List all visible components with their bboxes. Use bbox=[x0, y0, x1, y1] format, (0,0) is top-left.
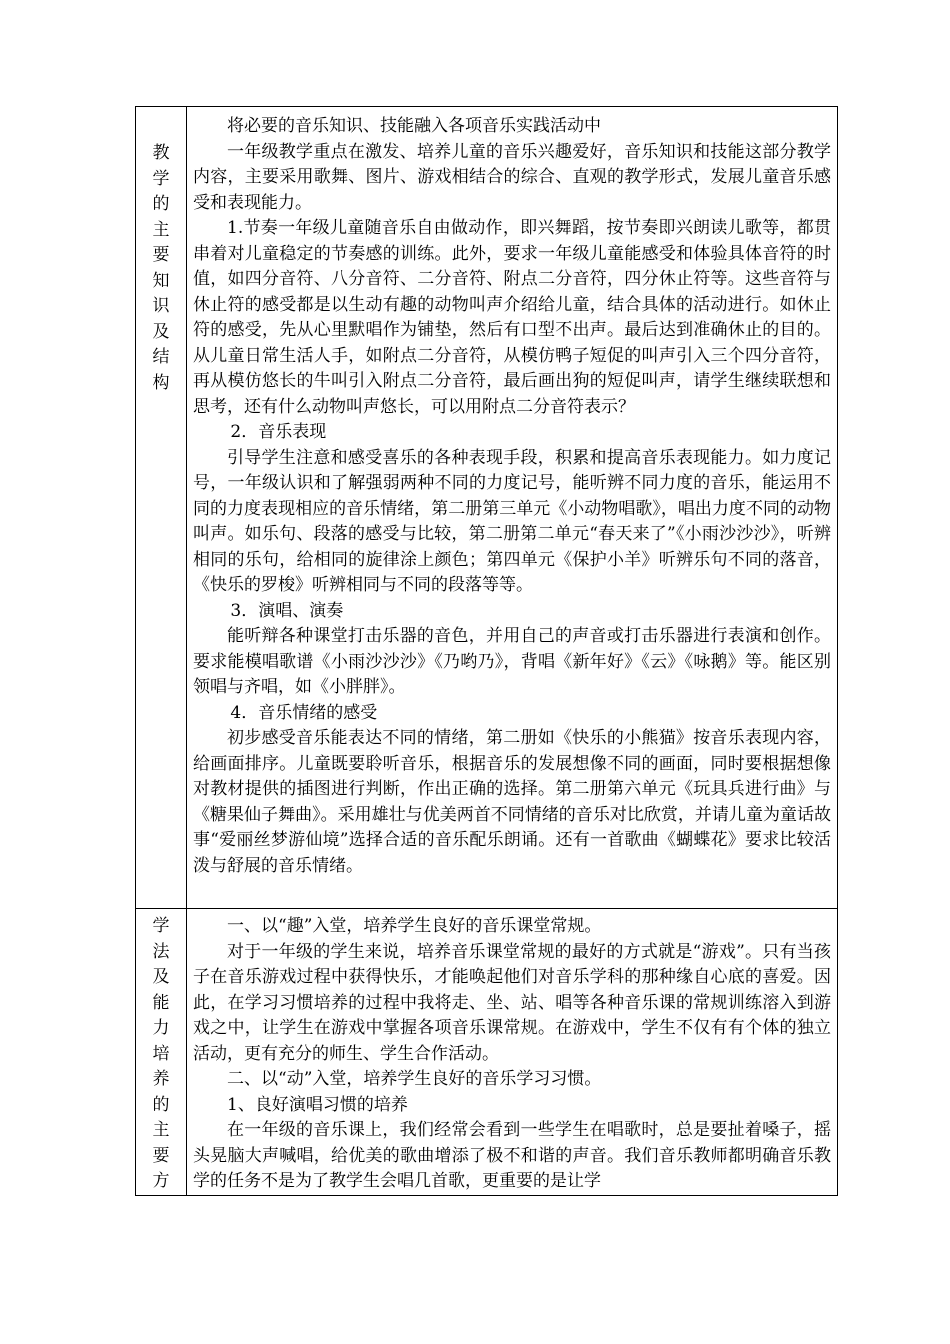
singing-playing-paragraph: 能听辩各种课堂打击乐器的音色，并用自己的声音或打击乐器进行表演和创作。要求能模唱歌谱《小雨沙沙沙》《乃哟乃》，背唱《新年好》《云》《咏鹅》等。能区别领唱与齐唱，如《小胖胖》。 bbox=[193, 626, 831, 697]
lesson-plan-table bbox=[135, 106, 838, 1196]
interest-heading: 一、以“趣”入堂，培养学生良好的音乐课堂常规。 bbox=[227, 916, 602, 936]
singing-habit-heading: 1、良好演唱习惯的培养 bbox=[227, 1094, 408, 1115]
movement-heading: 二、以“动”入堂，培养学生良好的音乐学习习惯。 bbox=[227, 1069, 602, 1089]
learning-methods-label-cell bbox=[136, 909, 187, 1196]
interest-paragraph: 对于一年级的学生来说，培养音乐课堂常规的最好的方式就是“游戏”。只有当孩子在音乐游戏过程中获得快乐，才能唤起他们对音乐学科的那种缘自心底的喜爱。因此，在学习习惯培养的过程中我将走、坐、站、唱等各种音乐课的常规训练溶入到游戏之中，让学生在游戏中掌握各项音乐课常规。在游戏中，学生不仅有有个体的独立活动，更有充分的师生、学生合作活动。 bbox=[193, 941, 831, 1064]
singing-habit-paragraph: 在一年级的音乐课上，我们经常会看到一些学生在唱歌时，总是要扯着嗓子，摇头晃脑大声喊唱，给优美的歌曲增添了极不和谐的声音。我们音乐教师都明确音乐教学的任务不是为了教学生会唱几首歌，更重要的是让学 bbox=[193, 1120, 831, 1191]
learning-methods-row bbox=[136, 909, 838, 1196]
learning-methods-content bbox=[187, 909, 838, 1196]
knowledge-structure-content bbox=[187, 107, 838, 909]
knowledge-structure-label-cell bbox=[136, 107, 187, 909]
rhythm-paragraph: 1.节奏一年级儿童随音乐自由做动作，即兴舞蹈，按节奏即兴朗读儿歌等，都贯串着对儿童稳定的节奏感的训练。此外，要求一年级儿童能感受和体验具体音符的时值，如四分音符、八分音符、二分音符、附点二分音符，四分休止符等。这些音符与休止符的感受都是以生动有趣的动物叫声介绍给儿童，结合具体的活动进行。如休止符的感受，先从心里默唱作为铺垫，然后有口型不出声。最后达到准确休止的目的。从儿童日常生活人手，如附点二分音符，从模仿鸭子短促的叫声引入三个四分音符，再从模仿悠长的牛叫引入附点二分音符，最后画出狗的短促叫声，请学生继续联想和思考，还有什么动物叫声悠长，可以用附点二分音符表示？ bbox=[193, 218, 831, 417]
music-emotion-heading: 4．音乐情绪的感受 bbox=[230, 702, 378, 723]
singing-playing-heading: 3．演唱、演奏 bbox=[230, 600, 344, 621]
knowledge-structure-label: 教学的主要知识及结构 bbox=[152, 143, 170, 393]
music-expression-paragraph: 引导学生注意和感受喜乐的各种表现手段，积累和提高音乐表现能力。如力度记号，一年级认识和了解强弱两种不同的力度记号，能听辨不同力度的音乐，能运用不同的力度表现相应的音乐情绪，第二册第三单元《小动物唱歌》，唱出力度不同的动物叫声。如乐句、段落的感受与比较，第二册第二单元“春天来了”《小雨沙沙沙》，听辨相同的乐句，给相同的旋律涂上颜色；第四单元《保护小羊》听辨乐句不同的落音，《快乐的罗梭》听辨相同与不同的段落等等。 bbox=[193, 447, 831, 595]
intro-line: 将必要的音乐知识、技能融入各项音乐实践活动中 bbox=[227, 116, 601, 136]
learning-methods-label: 学法及能力培养的主要方 bbox=[152, 916, 170, 1191]
knowledge-structure-row bbox=[136, 107, 838, 909]
music-expression-heading: 2．音乐表现 bbox=[230, 422, 327, 442]
music-emotion-paragraph: 初步感受音乐能表达不同的情绪，第二册如《快乐的小熊猫》按音乐表现内容，给画面排序。儿童既要聆听音乐，根据音乐的发展想像不同的画面，同时要根据想像对教材提供的插图进行判断，作出正确的选择。第二册第六单元《玩具兵进行曲》与《糖果仙子舞曲》。采用雄壮与优美两首不同情绪的音乐对比欣赏，并请儿童为童话故事“爱丽丝梦游仙境”选择合适的音乐配乐朗诵。还有一首歌曲《蝴蝶花》要求比较活泼与舒展的音乐情绪。 bbox=[193, 728, 831, 876]
intro-paragraph: 一年级教学重点在激发、培养儿童的音乐兴趣爱好，音乐知识和技能这部分教学内容，主要采用歌舞、图片、游戏相结合的综合、直观的教学形式，发展儿童音乐感受和表现能力。 bbox=[193, 141, 831, 213]
